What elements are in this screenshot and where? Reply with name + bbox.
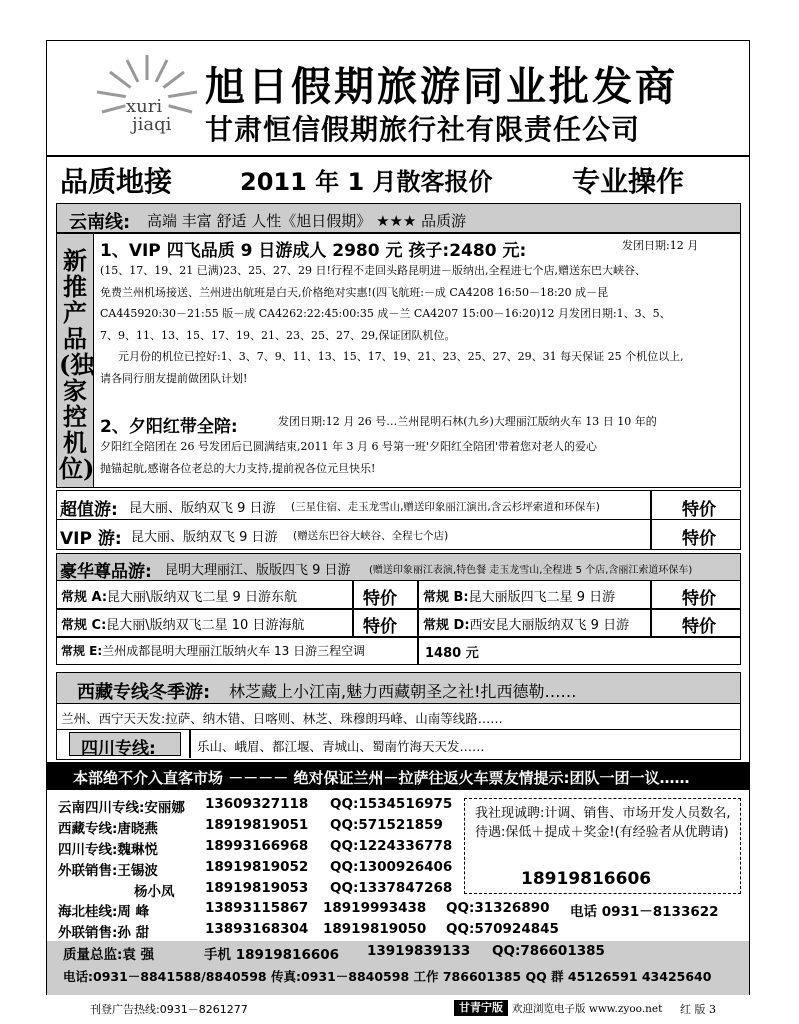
contact-row: 海北桂线:周 峰 13893115867 18919993438 QQ:31326890 电话 0931－8133622 xyxy=(58,900,719,920)
p2-l2: 夕阳红全陪团在 26 号发团后已圆满结束,2011 年 3 月 6 号第一班'夕阳红全陪团'带着您对老人的爱心 xyxy=(100,440,598,453)
luxury-label: 豪华尊品游: xyxy=(60,562,152,582)
subtitle-mid: 2011 年 1 月散客报价 xyxy=(240,168,493,196)
offer-desc: 昆大丽、版纳双飞 9 日游 xyxy=(129,501,276,516)
offer-note: (赠送东巴谷大峡谷、全程七个店) xyxy=(293,530,449,542)
header-company: 甘肃恒信假期旅行社有限责任公司 xyxy=(205,113,641,146)
tibet-line: 兰州、西宁天天发:拉萨、纳木错、日喀则、林芝、珠穆朗玛峰、山南等线路…… xyxy=(61,711,503,726)
p1-l6: 元月份的机位已控好:1、3、7、9、11、13、15、17、19、21、23、25、27、29、31 每天保证 25 个机位以上, xyxy=(118,350,684,363)
offer-row-1 xyxy=(56,490,741,520)
tibet-desc: 林芝藏上小江南,魅力西藏朝圣之社!扎西德勒…… xyxy=(229,682,577,701)
notice-banner xyxy=(47,762,749,790)
regular-e: 常规 E:兰州成都昆明大理丽江版纳火车 13 日游三程空调 xyxy=(61,644,366,658)
site-text: 欢迎浏览电子版 www.zyoo.net xyxy=(512,1003,663,1015)
offer-price: 特价 xyxy=(682,500,716,520)
p1-l5: 7、9、11、13、15、17、19、21、23、25、27、29,保证团队机位。 xyxy=(100,328,456,342)
p2-title: 2、夕阳红带全陪: xyxy=(100,417,238,437)
yunnan-label: 云南线: xyxy=(69,212,131,233)
offer-note: (三星住宿、走玉龙雪山,赠送印象丽江演出,含云杉坪索道和环保车) xyxy=(291,501,600,513)
quality-mobile: 手机 18919816606 xyxy=(204,947,340,963)
contact-row: 四川专线:魏琳悦 18993166968 QQ:1224336778 xyxy=(58,838,453,858)
p2-l1: 发团日期:12 月 26 号…兰州昆明石林(九乡)大理丽江版纳火车 13 日 10 年的 xyxy=(278,415,657,428)
contact-row: 外联销售:王锡波 18919819052 QQ:1300926406 xyxy=(58,859,453,879)
quality-role: 质量总监:袁 强 xyxy=(63,947,155,963)
luxury-note: (赠送印象丽江表演,特色餐 走玉龙雪山,全程进 5 个店,含丽江索道环保车) xyxy=(369,565,693,576)
contacts-list-2 xyxy=(58,900,748,942)
regular-c: 常规 C:昆大丽\版纳双飞二星 10 日游海航 xyxy=(61,618,305,633)
p2-l3: 抛锚起航,感谢各位老总的大力支持,提前祝各位元旦快乐! xyxy=(100,461,376,475)
regular-d: 常规 D:西安昆大丽版纳双飞 9 日游 xyxy=(423,618,630,633)
sichuan-desc: 乐山、峨眉、都江堰、青城山、蜀南竹海天天发…… xyxy=(197,739,485,754)
regular-a: 常规 A:昆大丽\版纳双飞二星 9 日游东航 xyxy=(61,590,297,605)
footer-contact: 电话:0931－8841588/8840598 传真:0931－8840598 工作 786601385 QQ 群 45126591 43425640 xyxy=(63,969,712,984)
contact-row: 西藏专线:唐晓燕 18919819051 QQ:571521859 xyxy=(58,817,443,837)
regular-c-price: 特价 xyxy=(363,617,397,637)
divider xyxy=(46,155,750,157)
page-number: 红 版 3 xyxy=(680,1003,716,1016)
regular-b: 常规 B:昆大丽版四飞二星 9 日游 xyxy=(423,590,616,605)
p1-l4: CA445920:30－21:55 版－成 CA4262:22:45:00:35 成－兰 CA4207 15:00－16:20)12 月发团日期:1、3、5、 xyxy=(100,307,671,320)
header-title: 旭日假期旅游同业批发商 xyxy=(205,64,678,110)
sichuan-label: 四川专线: xyxy=(81,739,156,759)
sun-logo xyxy=(92,50,202,150)
contacts-list xyxy=(58,796,458,901)
offer-label: 超值游: xyxy=(60,500,118,520)
offer-label: VIP 游: xyxy=(60,529,122,549)
new-products-vtitle: 新推产品(独家控机位) xyxy=(59,246,95,483)
p1-l3: 免费兰州机场接送、兰州进出航班是白天,价格绝对实惠!(四飞航班:－成 CA4208 16:50－18:20 成－昆 xyxy=(100,285,609,299)
contact-row: 杨小凤 18919819053 QQ:1337847268 xyxy=(134,880,453,900)
sichuan-row xyxy=(56,730,741,760)
contact-row: 云南四川专线:安丽娜 13609327118 QQ:1534516975 xyxy=(58,796,453,816)
p1-l2: (15、17、19、21 已满)23、25、27、29 日!行程不走回头路昆明进－版纳出,全程进七个店,赠送东巴大峡谷、 xyxy=(100,264,646,277)
tibet-line-row xyxy=(56,704,741,730)
p1-title: 1、VIP 四飞品质 9 日游成人 2980 元 孩子:2480 元: xyxy=(100,241,527,261)
offer-price: 特价 xyxy=(682,529,716,549)
quality-phone2: 13919839133 xyxy=(367,943,471,959)
luxury-row xyxy=(56,553,741,581)
subtitle-left: 品质地接 xyxy=(60,165,173,198)
regular-b-price: 特价 xyxy=(682,589,716,609)
subtitle-right: 专业操作 xyxy=(572,165,685,198)
logo-text2: jiaqi xyxy=(132,114,172,135)
recruit-text: 我社现诚聘:计调、销售、市场开发人员数名,待遇:保低＋提成＋奖金!(有经验者从优聘请) xyxy=(475,806,731,840)
regular-table xyxy=(56,581,741,665)
brand-badge: 甘青宁版 xyxy=(454,1000,508,1016)
contact-row: 外联销售:孙 甜 13893168304 18919819050 QQ:570924845 xyxy=(58,921,559,941)
tibet-label: 西藏专线冬季游: xyxy=(77,682,211,703)
product-2 xyxy=(100,412,736,479)
recruit-box xyxy=(464,798,741,894)
offer-row-2 xyxy=(56,520,741,550)
logo-text1: xuri xyxy=(126,96,163,117)
quality-qq: QQ:786601385 xyxy=(492,943,605,959)
p1-l7: 请各同行朋友提前做团队计划! xyxy=(100,371,248,385)
ad-hotline: 刊登广告热线:0931－8261277 xyxy=(90,1003,248,1016)
luxury-desc: 昆明大理丽江、版版四飞 9 日游 xyxy=(165,563,351,578)
yunnan-desc: 高端 丰富 舒适 人性《旭日假期》 ★★★ 品质游 xyxy=(147,212,467,230)
regular-e-price: 1480 元 xyxy=(425,646,479,661)
notice-text: 本部绝不介入直客市场 －－－－ 绝对保证兰州－拉萨往返火车票友情提示:团队一团一议…… xyxy=(73,769,690,787)
regular-d-price: 特价 xyxy=(682,617,716,637)
p1-l1: 发团日期:12 月 xyxy=(622,239,699,252)
tibet-bar xyxy=(56,672,741,704)
recruit-phone: 18919816606 xyxy=(521,869,652,889)
subtitle-row xyxy=(60,160,750,198)
product-1 xyxy=(100,236,736,389)
yunnan-bar xyxy=(56,203,741,233)
quality-panel xyxy=(47,941,749,995)
offer-desc: 昆大丽、版纳双飞 9 日游 xyxy=(131,530,278,545)
regular-a-price: 特价 xyxy=(363,589,397,609)
